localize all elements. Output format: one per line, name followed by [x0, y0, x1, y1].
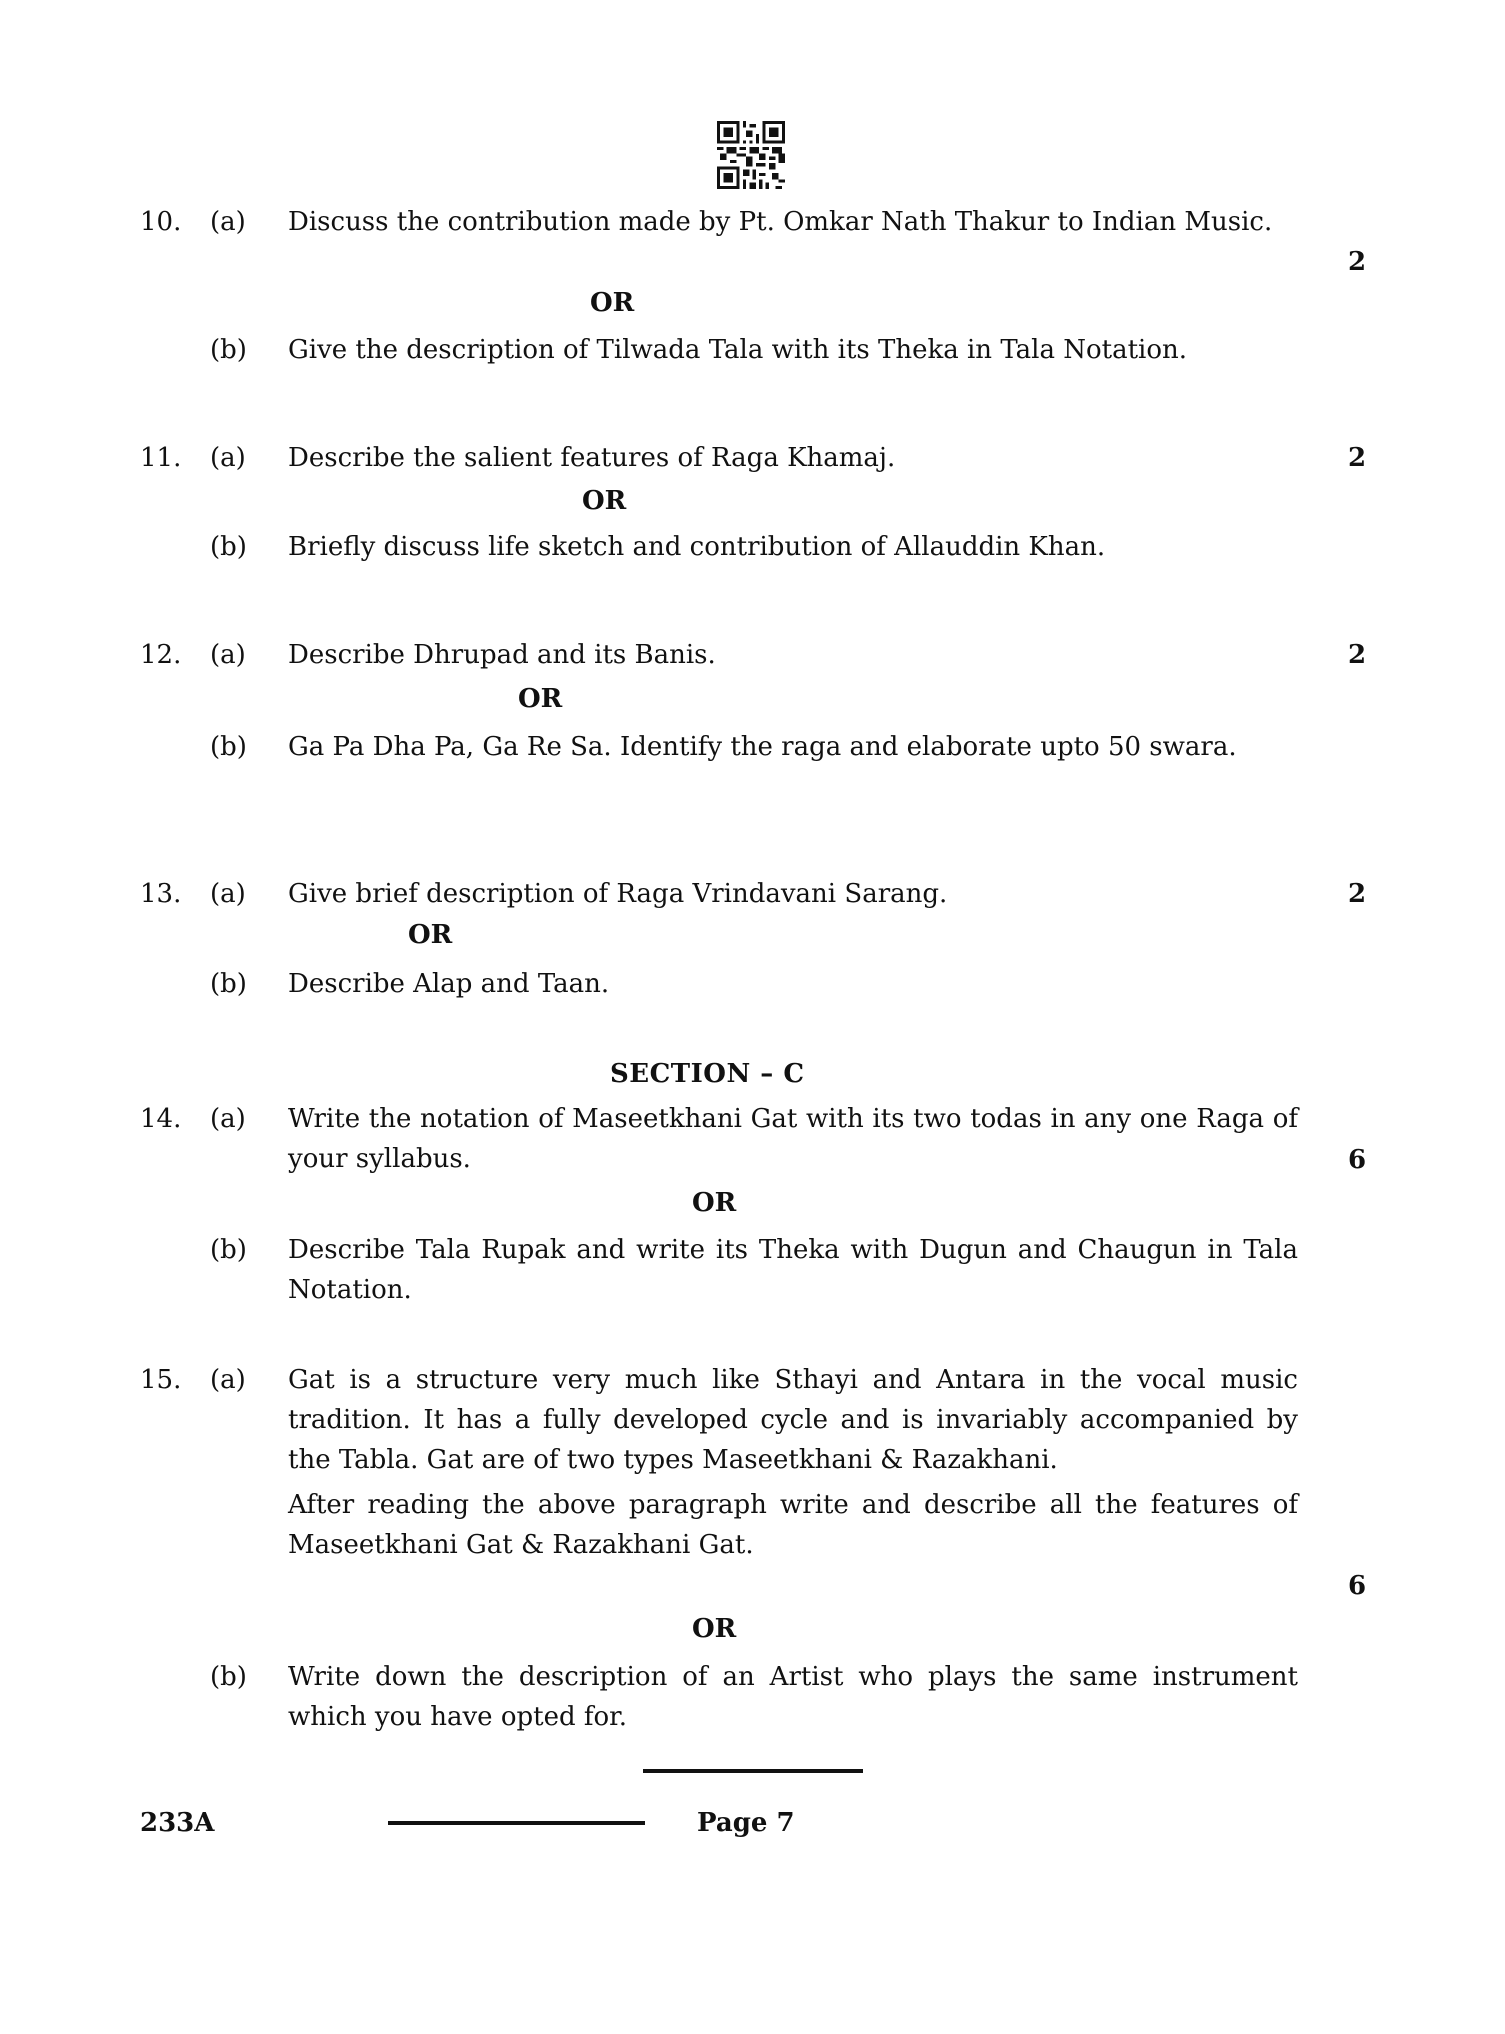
marks: 6 [1348, 1145, 1367, 1175]
or-separator: OR [582, 486, 627, 516]
question-10-b-text: Give the description of Tilwada Tala with its Theka in Tala Notation. [288, 335, 1188, 365]
option-b-label: (b) [210, 732, 247, 762]
option-b-label: (b) [210, 1235, 247, 1265]
footer-rule [388, 1821, 645, 1825]
page-number: Page 7 [697, 1808, 795, 1838]
question-number: 12. [140, 640, 182, 670]
option-a-label: (a) [210, 640, 246, 670]
option-a-label: (a) [210, 879, 246, 909]
marks: 2 [1348, 879, 1367, 909]
question-11-a-text: Describe the salient features of Raga Khamaj. [288, 443, 896, 473]
question-number: 15. [140, 1365, 182, 1395]
or-separator: OR [590, 288, 635, 318]
marks: 2 [1348, 443, 1367, 473]
question-13-a-text: Give brief description of Raga Vrindavani Sarang. [288, 879, 948, 909]
question-number: 11. [140, 443, 182, 473]
or-separator: OR [408, 920, 453, 950]
question-15-a-passage [288, 1360, 1298, 1565]
option-b-label: (b) [210, 335, 247, 365]
option-a-label: (a) [210, 1104, 246, 1134]
paper-code: 233A [140, 1808, 215, 1838]
question-10-a-text: Discuss the contribution made by Pt. Omkar Nath Thakur to Indian Music. [288, 207, 1273, 237]
question-13-b-text: Describe Alap and Taan. [288, 969, 610, 999]
option-a-label: (a) [210, 1365, 246, 1395]
end-rule [643, 1769, 863, 1773]
qr-code-icon [716, 121, 786, 189]
or-separator: OR [692, 1188, 737, 1218]
option-b-label: (b) [210, 1662, 247, 1692]
passage-question: After reading the above paragraph write and describe all the features of Maseetkhani Gat & Razakhani Gat. [288, 1490, 1298, 1560]
question-15-b-text: Write down the description of an Artist who plays the same instrument which you have opted for. [288, 1662, 1298, 1732]
question-14-b-text: Describe Tala Rupak and write its Theka with Dugun and Chaugun in Tala Notation. [288, 1235, 1298, 1305]
passage-text: Gat is a structure very much like Sthayi and Antara in the vocal music tradition. It has a fully developed cycle and is invariably accompanied by the Tabla. Gat are of two types Maseetkhani & Razakhani. [288, 1365, 1298, 1475]
question-number: 13. [140, 879, 182, 909]
option-b-label: (b) [210, 532, 247, 562]
question-14-a-text: Write the notation of Maseetkhani Gat with its two todas in any one Raga of your syllabus. [288, 1104, 1298, 1174]
marks: 2 [1348, 640, 1367, 670]
marks: 2 [1348, 247, 1367, 277]
or-separator: OR [692, 1614, 737, 1644]
option-b-label: (b) [210, 969, 247, 999]
marks: 6 [1348, 1571, 1367, 1601]
question-12-a-text: Describe Dhrupad and its Banis. [288, 640, 716, 670]
question-number: 14. [140, 1104, 182, 1134]
option-a-label: (a) [210, 207, 246, 237]
question-number: 10. [140, 207, 182, 237]
question-12-b-text: Ga Pa Dha Pa, Ga Re Sa. Identify the raga and elaborate upto 50 swara. [288, 732, 1237, 762]
or-separator: OR [518, 684, 563, 714]
question-11-b-text: Briefly discuss life sketch and contribution of Allauddin Khan. [288, 532, 1106, 562]
section-heading: SECTION – C [610, 1059, 805, 1089]
option-a-label: (a) [210, 443, 246, 473]
